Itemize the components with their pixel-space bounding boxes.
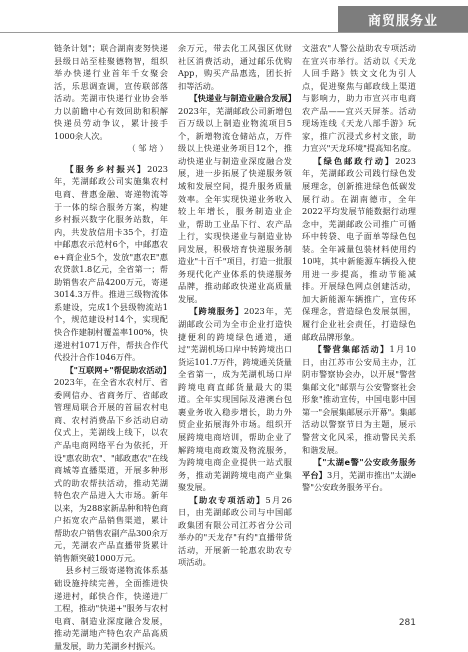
entry-text: 2023年，芜湖邮政公司践行绿色发展理念，创新推进绿色低碳发展行动。在湖南德市，全年2022平均发展节能数据行动理念中，芜湖邮政公司推广可循环中转袋、电子面单等绿色包装。全年减量包装材料使用约10吨，其中新能源车辆投入使用进一步提高，推动节能减排。开展绿色网点创建活动，加大新能源车辆推广，宣传环保理念，营造绿色发展氛围，履行企业社会责任，打造绿色邮政品牌形象。 [302, 155, 416, 342]
entry-heading: 【绿色邮政行动】 [313, 155, 396, 166]
entry-heading: 【"互联网+"帮促助农活动】 [65, 364, 171, 375]
section-header-tab [338, 6, 468, 32]
paragraph: 文滋农"人警公益助农专项活动在宣兴市举行。活动以《天龙人回手路》铁文文化为引人点，促进聚焦与邮政线上渠道与影响力，助力市宣兴市电商农产品——宜兴天屏茶。活动现场连线《天龙八部手游》玩家，推广沉浸式乡村文旅，助力宣兴"天龙环境"提高知名度。 [302, 43, 416, 154]
entry-text: 2023年，芜湖邮政公司新增包百万级以上制造业物流项目5个，新增物流仓储站点，万件级以上快递业务项目12个，推动快递业与制造业深度融合发展，进一步拓展了快递服务领域和发展空间，提升服务质量效率。全年实现快递业务收入较上年增长，服务制造业企业，帮助工业品下行、农产品上行，实现快递业与制造业协同发展，积极培育快递服务制造业"十百千"项目，打造一批服务现代化产业体系的快递服务品牌，推动邮政快递业高质量发展。 [178, 105, 292, 304]
paragraph [178, 494, 292, 569]
paragraph [302, 155, 416, 343]
paragraph [178, 92, 296, 305]
entry-heading: 【助农专项活动】 [189, 494, 266, 505]
paragraph [302, 456, 416, 494]
entry-heading: 【警营集邮活动】 [313, 344, 390, 355]
paragraph: 余万元，带去化工风强区优财社区消费活动，通过邮乐优购App，购买产品惠选，团长折扣等活动。 [178, 43, 292, 91]
entry-heading: 【"太湖e警"公安政务服务平台】 [302, 457, 416, 480]
entry-text: 2023年，在全省水农村厅、省委网信办、省商务厅、省邮政管理局联合开展的首届农村电商、农村消费品下乡活动启动仪式上，芜湖线上线下，以农产品电商网络平台为依托，开设"惠农助农"、"邮政惠农"在线商城等直播渠道，开展多种形式的助农帮扶活动，推动芜湖特色农产品进入大市场。新年以来，为288家新品种和特色商户拓宽农产品销售渠道，累计帮助农户销售农副产品300余万元，芜湖农产品直播带货累计销售额突破1000万元。 [54, 377, 168, 563]
column-2 [178, 42, 296, 652]
paragraph [54, 364, 171, 565]
column-1 [54, 42, 171, 652]
entry-text: 1月10日，由江苏市公安局主办，江阴市警察协会办，以开展"警营集邮文化"邮票与公安警察社会形象"推动宣传，中国电影中国第一"会展集邮展示开幕"。集邮活动以警察节日为主题，展示警营文化风采，推动警民关系和谐发展。 [302, 344, 416, 455]
column-3 [302, 42, 416, 652]
section-title: 商贸服务业 [367, 13, 438, 29]
entry-text: 5月26日，由芜湖邮政公司与中国邮政集团有限公司江苏省分公司举办的"天龙存"有约"直播带货活动，开展新一轮惠农助农专项活动。 [178, 494, 292, 568]
entry-text: 2023年，芜湖邮政公司为全市企业打造快捷便利的跨境绿色通道，通过"芜湖机场口岸中转跨境出口货运101.7万件，跨境通关货量全省第一，成为芜湖机场口岸跨境电商直邮货量最大的渠道。全年实现国际及港澳台包裹业务收入稳步增长，助力外贸企业拓展海外市场。组织开展跨境电商培训，帮助企业了解跨境电商政策及物流服务，为跨境电商企业提供一站式服务，推动芜湖跨境电商产业集聚发展。 [178, 306, 292, 493]
entry-text: 2023年，芜湖邮政公司实施集农村电商、普惠金融、寄递物流等于一体的综合服务方案，构建乡村振兴数字化服务站数，年内，共发放信用卡35个，打造中邮惠农示范村6个，中邮惠农e+商企业5个，发放"惠农E"惠农贷款1.8亿元，全省第一；帮助销售农产品4200万元，寄递3014.3万件。推进三级物流体系建设，完成1个县级物流站1个，规范建设村14个，实现配快合作建制村覆盖率100%，快递进村1071万件，帮扶合作代代投汁合作1046万件。 [54, 163, 168, 363]
paragraph [302, 343, 416, 456]
entry-heading: 【服务乡村振兴】 [65, 163, 148, 174]
header-rule [0, 32, 468, 33]
paragraph: 县乡村三级寄递物流体系基础设施持续完善，全面推进快递进村，邮快合作，快递进厂工程，推动"快递+"服务与农村电商、制造业深度融合发展，推动芜湖地产特色农产品高质量发展，助力芜湖乡村振兴。 [54, 565, 168, 651]
entry-heading: 【跨境服务】 [189, 306, 244, 317]
paragraph [178, 305, 292, 493]
page-number: 281 [398, 618, 416, 628]
entry-heading: 【快递业与制造业融合发展】 [189, 93, 296, 104]
paragraph [54, 163, 168, 364]
entry-text: 3月，芜湖市推出"太湖e警"公安政务服务平台。 [302, 469, 416, 493]
author-credit: （ 邹 培 ） [127, 143, 168, 154]
paragraph: 链条计划"；联合湖南麦努快递县级日站至桂聚德物智，组织举办快递行业首年千女聚会活，乐思调查调，宣传联部落活动。芜湖市快递行业协会举力以前瞻中心有效回助和积解快递员劳动争议，累计接手1000余人次。 [54, 43, 168, 141]
